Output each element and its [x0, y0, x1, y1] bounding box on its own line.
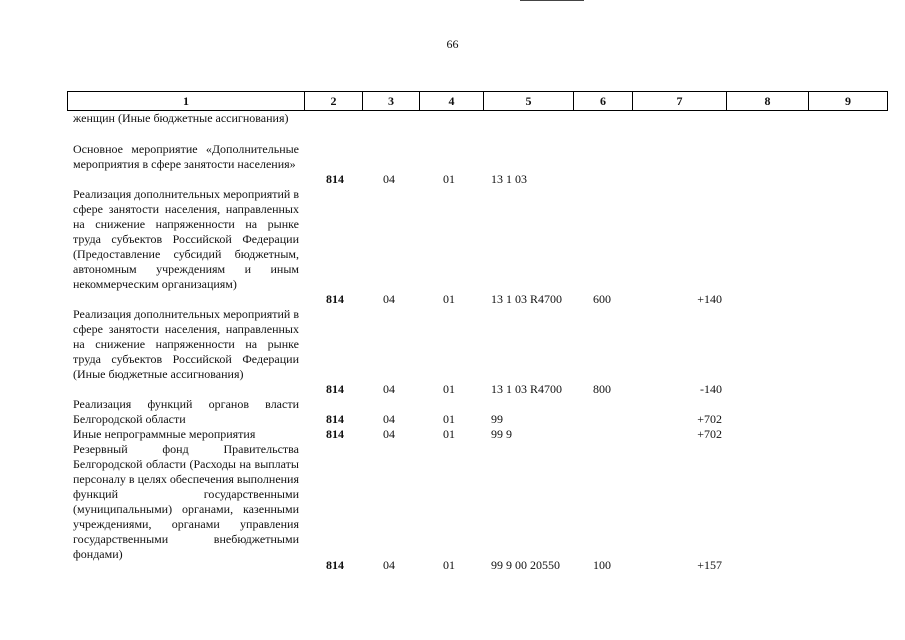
- row-name: Реализация дополнительных мероприятий в сфере занятости населения, направленных на снижение напряженности на рынке труда субъектов Российской Федерации (Предоставление субсидий бюджетным, автономным учреждениям и иным некоммерческим организациям): [73, 187, 300, 291]
- row-name: Иные непрограммные мероприятия: [73, 427, 256, 441]
- cell-section: 04: [383, 412, 395, 426]
- row-name: женщин (Иные бюджетные ассигнования): [73, 111, 289, 125]
- column-header-1: 1: [68, 92, 305, 111]
- cell-target-article: 99 9: [491, 427, 512, 441]
- cell-subsection: 01: [443, 412, 455, 426]
- cell-target-article: 13 1 03 R4700: [491, 382, 563, 396]
- cell-section: 04: [383, 427, 395, 441]
- cell-amount: +157: [697, 558, 722, 572]
- cell-amount: -140: [700, 382, 722, 396]
- cell-expense-type: 800: [593, 382, 611, 396]
- cell-target-article: 13 1 03: [491, 172, 527, 186]
- cell-subsection: 01: [443, 382, 455, 396]
- column-header-9: 9: [809, 92, 888, 111]
- column-header-6: 6: [574, 92, 633, 111]
- cell-expense-type: 600: [593, 292, 611, 306]
- cell-code: 814: [326, 382, 344, 396]
- row-name: Резервный фонд Правительства Белгородской области (Расходы на выплаты персоналу в целях обеспечения выполнения функций государственными (муниципальными) органами, казенными учреждениями, органами управления государственными внебюджетными фондами): [73, 442, 300, 561]
- cell-target-article: 99 9 00 20550: [491, 558, 560, 572]
- cell-subsection: 01: [443, 292, 455, 306]
- cell-amount: +702: [697, 427, 722, 441]
- cell-expense-type: 100: [593, 558, 611, 572]
- cell-code: 814: [326, 292, 344, 306]
- cell-code: 814: [326, 412, 344, 426]
- cell-section: 04: [383, 292, 395, 306]
- page-number: 66: [446, 37, 459, 51]
- column-header-row: [67, 91, 888, 111]
- column-header-8: 8: [727, 92, 809, 111]
- column-header-7: 7: [633, 92, 727, 111]
- cell-subsection: 01: [443, 172, 455, 186]
- column-header-2: 2: [305, 92, 363, 111]
- column-header-5: 5: [484, 92, 574, 111]
- row-name: Реализация функций органов власти Белгородской области: [73, 397, 299, 426]
- top-rule: [520, 0, 584, 1]
- cell-code: 814: [326, 427, 344, 441]
- cell-code: 814: [326, 558, 344, 572]
- column-header-3: 3: [363, 92, 420, 111]
- cell-target-article: 99: [491, 412, 503, 426]
- cell-subsection: 01: [443, 427, 455, 441]
- cell-section: 04: [383, 558, 395, 572]
- cell-section: 04: [383, 382, 395, 396]
- row-name: Реализация дополнительных мероприятий в сфере занятости населения, направленных на снижение напряженности на рынке труда субъектов Российской Федерации (Иные бюджетные ассигнования): [73, 307, 300, 381]
- cell-amount: +140: [697, 292, 722, 306]
- cell-code: 814: [326, 172, 344, 186]
- cell-section: 04: [383, 172, 395, 186]
- row-name: Основное мероприятие «Дополнительные мероприятия в сфере занятости населения»: [73, 142, 299, 171]
- column-header-4: 4: [420, 92, 484, 111]
- cell-amount: +702: [697, 412, 722, 426]
- cell-subsection: 01: [443, 558, 455, 572]
- cell-target-article: 13 1 03 R4700: [491, 292, 563, 306]
